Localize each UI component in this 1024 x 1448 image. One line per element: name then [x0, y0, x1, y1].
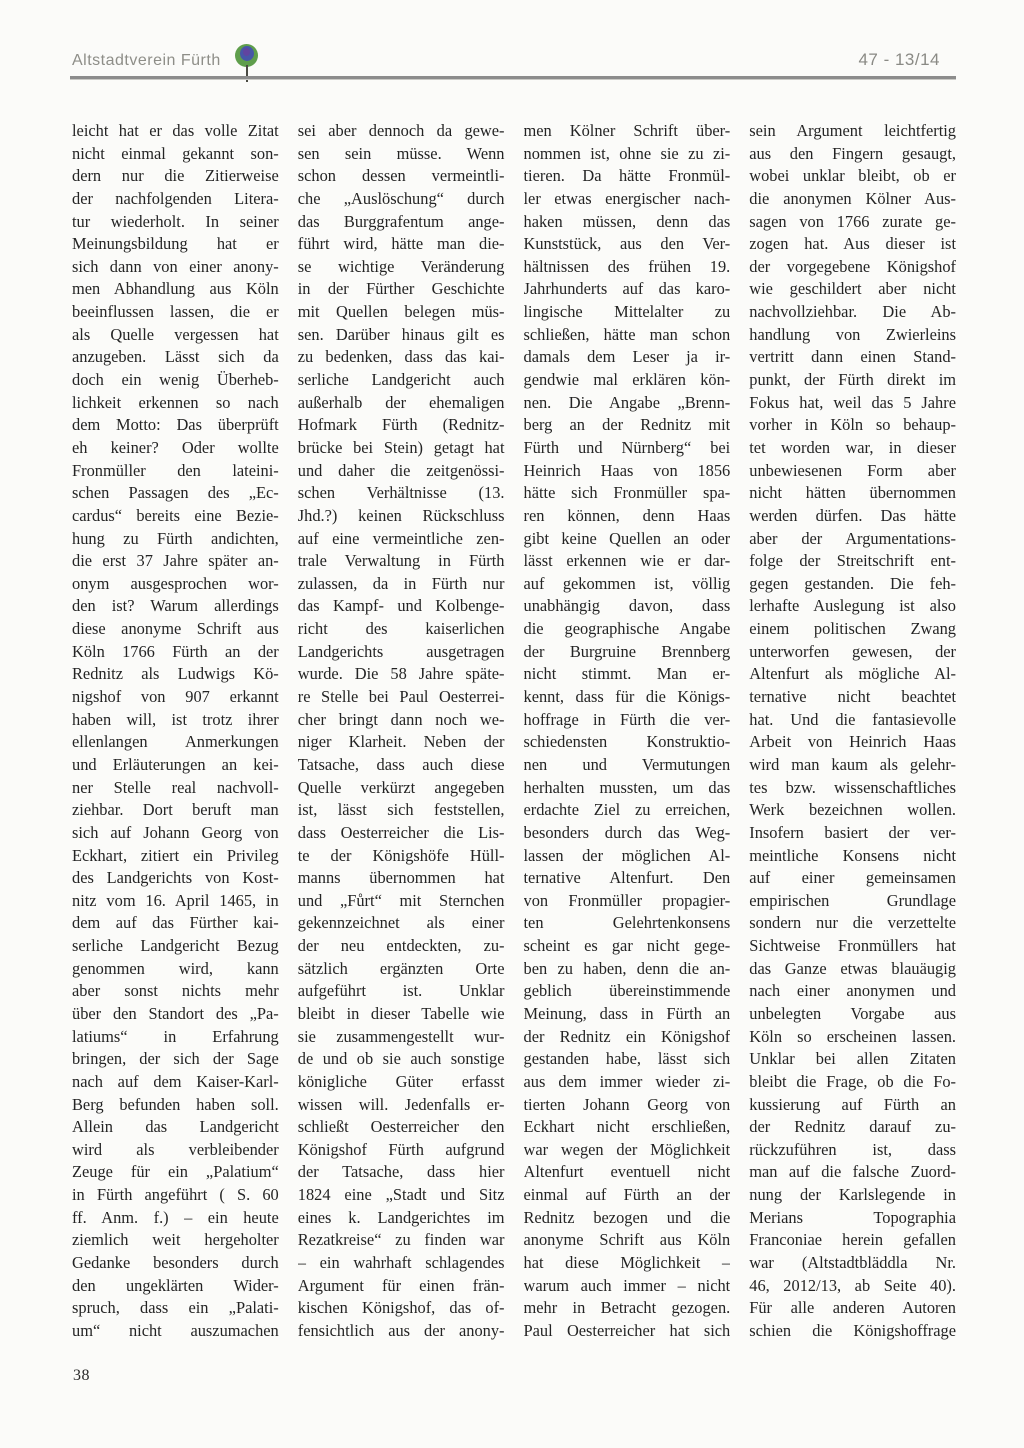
text-line: ternative Altenfurt. Den	[523, 868, 731, 888]
text-line: sondern nur die verzettelte	[749, 913, 956, 933]
page-number: 38	[73, 1367, 90, 1384]
text-line: punkt, der Fürth direkt im	[749, 370, 956, 390]
text-line: der Burgruine Brennberg	[523, 641, 731, 661]
text-line: lassen der möglichen Al-	[523, 845, 731, 865]
text-line: schiedensten Konstruktio-	[523, 732, 731, 752]
text-line: gestanden habe, lässt sich	[523, 1049, 731, 1069]
text-line: lerhafte Auslegung ist also	[749, 596, 956, 616]
text-line: Für alle anderen Autoren	[749, 1298, 956, 1318]
text-line: doch ein wenig Überheb-	[72, 370, 279, 390]
text-line: um“ nicht auszumachen	[72, 1320, 279, 1340]
text-line: ner Stelle real nachvoll-	[72, 777, 279, 797]
text-line: leicht hat er das volle Zitat	[72, 121, 279, 140]
text-line: cardus“ bereits eine Bezie-	[72, 505, 279, 525]
text-line: der Tatsache, dass hier	[297, 1162, 505, 1182]
text-line: die anonymen Kölner Aus-	[749, 188, 956, 208]
text-line: ten Gelehrtenkonsens	[523, 913, 731, 933]
text-line: auf gekommen ist, völlig	[523, 573, 731, 593]
text-line: den ist? Warum allerdings	[72, 596, 279, 616]
text-line: gegen gestanden. Die feh-	[749, 573, 956, 593]
text-line: sie zusammengestellt wur-	[297, 1026, 505, 1046]
text-line: bleibt in dieser Tabelle wie	[297, 1003, 505, 1023]
text-line: geblich übereinstimmende	[523, 981, 731, 1001]
text-line: der Rednitz darauf zu-	[749, 1117, 956, 1137]
text-line: ellenlangen Anmerkungen	[72, 732, 279, 752]
text-line: de und ob sie auch sonstige	[297, 1049, 505, 1069]
text-line: kischen Königshof, das of-	[297, 1298, 505, 1318]
text-line: wissen will. Jedenfalls er-	[297, 1094, 505, 1114]
text-line: der Rednitz ein Königshof	[523, 1026, 731, 1046]
text-line: Köln 1766 Fürth an der	[72, 641, 279, 661]
text-line: hältnissen des frühen 19.	[523, 256, 731, 276]
text-line: diese anonyme Schrift aus	[72, 619, 279, 639]
text-line: besonders durch das Weg-	[523, 822, 731, 842]
text-line: sätzlich ergänzten Orte	[297, 958, 505, 978]
text-line: Jahrhunderts auf das karo-	[523, 279, 731, 299]
text-line: Fokus hat, weil das 5 Jahre	[749, 392, 956, 412]
text-line: mit Quellen belegen müs-	[297, 302, 505, 322]
text-line: men Abhandlung aus Köln	[72, 279, 279, 299]
text-line: dass Oesterreicher die Lis-	[297, 822, 505, 842]
text-line: beeinflussen lassen, die er	[72, 302, 279, 322]
text-line: ren können, denn Haas	[523, 505, 731, 525]
text-line: tet worden war, in dieser	[749, 437, 956, 457]
text-line: ziehbar. Dort beruft man	[72, 800, 279, 820]
text-line: nommen ist, ohne sie zu zi-	[523, 143, 731, 163]
text-line: rückzuführen ist, dass	[749, 1139, 956, 1159]
text-line: eh keiner? Oder wollte	[72, 437, 279, 457]
text-line: außerhalb der ehemaligen	[297, 392, 505, 412]
text-line: haken müssen, denn das	[523, 211, 731, 231]
text-line: Gedanke besonders durch	[72, 1253, 279, 1273]
text-column-4	[749, 120, 956, 1343]
text-line: ff. Anm. f.) – ein heute	[72, 1207, 279, 1227]
text-line: ziemlich weit hergeholter	[72, 1230, 279, 1250]
text-line: und daher die zeitgenössi-	[297, 460, 505, 480]
text-line: hung zu Fürth andichten,	[72, 528, 279, 548]
header-rule	[70, 76, 956, 80]
text-line: Unklar bei allen Zitaten	[749, 1049, 956, 1069]
text-line: Königshof Fürth aufgrund	[297, 1139, 505, 1159]
text-column-1	[72, 120, 279, 1343]
text-line: die erst 37 Jahre später an-	[72, 551, 279, 571]
text-line: sich dann von einer anony-	[72, 256, 279, 276]
text-line: Franconiae herein gefallen	[749, 1230, 956, 1250]
text-line: Arbeit von Heinrich Haas	[749, 732, 956, 752]
text-line: herhalten mussten, um das	[523, 777, 731, 797]
text-line: trale Verwaltung in Fürth	[297, 551, 505, 571]
text-line: nigshof von 907 erkannt	[72, 687, 279, 707]
text-line: zogen hat. Aus dieser ist	[749, 234, 956, 254]
text-line: Hofmark Fürth (Rednitz-	[297, 415, 505, 435]
text-line: Zeuge für ein „Palatium“	[72, 1162, 279, 1182]
text-line: und Erläuterungen an kei-	[72, 754, 279, 774]
text-line: sagen von 1766 zurate ge-	[749, 211, 956, 231]
text-line: nen. Die Angabe „Brenn-	[523, 392, 731, 412]
text-line: scheint es gar nicht gege-	[523, 936, 731, 956]
text-line: Argument für einen frän-	[297, 1275, 505, 1295]
text-line: dem auf das Fürther kai-	[72, 913, 279, 933]
text-line: Merians Topographia	[749, 1207, 956, 1227]
text-line: berg an der Rednitz mit	[523, 415, 731, 435]
text-line: – ein wahrhaft schlagendes	[297, 1253, 505, 1273]
text-line: nicht stimmt. Man er-	[523, 664, 731, 684]
text-line: nicht hätten übernommen	[749, 483, 956, 503]
text-line: nach einer anonymen und	[749, 981, 956, 1001]
text-line: nach auf dem Kaiser-Karl-	[72, 1071, 279, 1091]
text-line: sei aber dennoch da gewe-	[297, 121, 505, 140]
text-line: nitz vom 16. April 1465, in	[72, 890, 279, 910]
text-line: Rezatkreise“ zu finden war	[297, 1230, 505, 1250]
text-line: sich auf Johann Georg von	[72, 822, 279, 842]
text-line: der nachfolgenden Litera-	[72, 188, 279, 208]
text-line: Jhd.?) keinen Rückschluss	[297, 505, 505, 525]
text-line: Köln so erscheinen lassen.	[749, 1026, 956, 1046]
text-line: warum auch immer – nicht	[523, 1275, 731, 1295]
text-line: mehr in Betracht gezogen.	[523, 1298, 731, 1318]
text-line: brücke bei Stein) getagt hat	[297, 437, 505, 457]
text-line: lässt erkennen wie er dar-	[523, 551, 731, 571]
text-line: meintliche Konsens nicht	[749, 845, 956, 865]
text-line: Eckhart, zitiert ein Privileg	[72, 845, 279, 865]
text-line: nachvollziehbar. Die Ab-	[749, 302, 956, 322]
text-line: war wegen der Möglichkeit	[523, 1139, 731, 1159]
text-line: aus den Fingern gesaugt,	[749, 143, 956, 163]
text-line: und „Fůrt“ mit Sternchen	[297, 890, 505, 910]
text-line: kennt, dass für die Königs-	[523, 687, 731, 707]
text-line: Landgerichts ausgetragen	[297, 641, 505, 661]
text-line: damals dem Leser ja ir-	[523, 347, 731, 367]
text-line: re Stelle bei Paul Oesterrei-	[297, 687, 505, 707]
text-line: aber sonst nichts mehr	[72, 981, 279, 1001]
text-line: tur wiederholt. In seiner	[72, 211, 279, 231]
text-line: che „Auslöschung“ durch	[297, 188, 505, 208]
text-line: hat diese Möglichkeit –	[523, 1253, 731, 1273]
text-line: Insofern basiert der ver-	[749, 822, 956, 842]
text-line: anonyme Schrift aus Köln	[523, 1230, 731, 1250]
text-line: unterworfen gewesen, der	[749, 641, 956, 661]
text-line: schließen, hätte man schon	[523, 324, 731, 344]
text-line: das Kampf- und Kolbenge-	[297, 596, 505, 616]
text-line: aufgeführt ist. Unklar	[297, 981, 505, 1001]
text-line: einmal auf Fürth an der	[523, 1185, 731, 1205]
text-line: kussierung auf Fürth an	[749, 1094, 956, 1114]
text-line: aber der Argumentations-	[749, 528, 956, 548]
text-line: den ungeklärten Wider-	[72, 1275, 279, 1295]
text-line: Fronmüller den lateini-	[72, 460, 279, 480]
text-line: das Burggrafentum ange-	[297, 211, 505, 231]
text-line: dern nur die Zitierweise	[72, 166, 279, 186]
text-line: unbewiesenen Form aber	[749, 460, 956, 480]
text-line: se wichtige Veränderung	[297, 256, 505, 276]
text-line: das Ganze etwas blauäugig	[749, 958, 956, 978]
text-line: in der Fürther Geschichte	[297, 279, 505, 299]
text-line: hätte sich Fronmüller spa-	[523, 483, 731, 503]
text-line: Allein das Landgericht	[72, 1117, 279, 1137]
text-line: ben zu haben, denn die an-	[523, 958, 731, 978]
text-line: vorher in Köln so behaup-	[749, 415, 956, 435]
text-line: unbelegten Vorgabe aus	[749, 1003, 956, 1023]
text-line: folge der Streitschrift ent-	[749, 551, 956, 571]
text-line: nung der Karlslegende in	[749, 1185, 956, 1205]
text-line: vertritt dann einen Stand-	[749, 347, 956, 367]
text-line: tes bzw. wissenschaftliches	[749, 777, 956, 797]
text-line: genommen wird, kann	[72, 958, 279, 978]
text-line: 46, 2012/13, ab Seite 40).	[749, 1275, 956, 1295]
text-line: Meinung, dass in Fürth an	[523, 1003, 731, 1023]
text-column-2	[298, 120, 505, 1343]
text-line: die geographische Angabe	[523, 619, 731, 639]
text-line: königliche Güter erfasst	[297, 1071, 505, 1091]
text-line: dem Motto: Das überprüft	[72, 415, 279, 435]
text-line: man auf die falsche Zuord-	[749, 1162, 956, 1182]
text-line: Quelle verkürzt angegeben	[297, 777, 505, 797]
text-line: schon dessen vermeintli-	[297, 166, 505, 186]
text-line: der neu entdeckten, zu-	[297, 936, 505, 956]
logo-core-circle	[243, 48, 250, 56]
text-line: Berg befunden haben soll.	[72, 1094, 279, 1114]
text-line: schen Verhältnisse (13.	[297, 483, 505, 503]
text-line: auf eine vermeintliche zen-	[297, 528, 505, 548]
text-line: hoffrage in Fürth die ver-	[523, 709, 731, 729]
text-line: bringen, der sich der Sage	[72, 1049, 279, 1069]
text-line: zu bedenken, dass das kai-	[297, 347, 505, 367]
text-line: sen sein müsse. Wenn	[297, 143, 505, 163]
text-line: bleibt die Frage, ob die Fo-	[749, 1071, 956, 1091]
text-line: gibt keine Quellen an oder	[523, 528, 731, 548]
text-line: schien die Königshoffrage	[749, 1320, 956, 1340]
text-line: wobei unklar bleibt, ob er	[749, 166, 956, 186]
text-line: zulassen, da in Fürth nur	[297, 573, 505, 593]
text-line: men Kölner Schrift über-	[523, 121, 731, 140]
text-line: 1824 eine „Stadt und Sitz	[297, 1185, 505, 1205]
text-line: Rednitz als Ludwigs Kö-	[72, 664, 279, 684]
text-line: wird man kaum als gelehr-	[749, 754, 956, 774]
text-line: schen Passagen des „Ec-	[72, 483, 279, 503]
text-line: Rednitz bezogen und die	[523, 1207, 731, 1227]
text-line: von Fronmüller propagier-	[523, 890, 731, 910]
text-line: Altenfurt als mögliche Al-	[749, 664, 956, 684]
text-line: serliche Landgericht Bezug	[72, 936, 279, 956]
text-line: auf einer gemeinsamen	[749, 868, 956, 888]
text-line: Heinrich Haas von 1856	[523, 460, 731, 480]
text-line: empirischen Grundlage	[749, 890, 956, 910]
text-line: tierten Johann Georg von	[523, 1094, 731, 1114]
text-line: über den Standort des „Pa-	[72, 1003, 279, 1023]
text-line: cher bringt dann noch we-	[297, 709, 505, 729]
text-line: des Landgerichts von Kost-	[72, 868, 279, 888]
text-line: niger Klarheit. Neben der	[297, 732, 505, 752]
text-line: aus dem immer wieder zi-	[523, 1071, 731, 1091]
article-body	[72, 120, 956, 1343]
text-line: lichkeit erkennen so nach	[72, 392, 279, 412]
text-line: ist, lässt sich feststellen,	[297, 800, 505, 820]
text-line: erdachte Ziel zu erreichen,	[523, 800, 731, 820]
text-line: ler etwas energischer nach-	[523, 188, 731, 208]
text-line: spruch, dass ein „Palati-	[72, 1298, 279, 1318]
text-line: sen. Darüber hinaus gilt es	[297, 324, 505, 344]
text-line: Paul Oesterreicher hat sich	[523, 1320, 731, 1340]
text-line: unabhängig davon, dass	[523, 596, 731, 616]
text-line: handlung von Zwierleins	[749, 324, 956, 344]
text-line: gekennzeichnet als einer	[297, 913, 505, 933]
text-line: anzugeben. Lässt sich da	[72, 347, 279, 367]
text-line: richt des kaiserlichen	[297, 619, 505, 639]
text-line: Meinungsbildung hat er	[72, 234, 279, 254]
text-line: der vorgegebene Königshof	[749, 256, 956, 276]
text-line: nen und Vermutungen	[523, 754, 731, 774]
text-line: schließt Oesterreicher den	[297, 1117, 505, 1137]
text-line: ternative nicht beachtet	[749, 687, 956, 707]
text-line: war (Altstadtbläddla Nr.	[749, 1253, 956, 1273]
text-line: Altenfurt eventuell nicht	[523, 1162, 731, 1182]
text-line: Fürth und Nürnberg“ bei	[523, 437, 731, 457]
text-line: werden dürfen. Das hätte	[749, 505, 956, 525]
text-line: Eckhart nicht erschließen,	[523, 1117, 731, 1137]
header-issue-number: 47 - 13/14	[858, 50, 940, 69]
text-line: lingische Mittelalter zu	[523, 302, 731, 322]
text-line: als Quelle vergessen hat	[72, 324, 279, 344]
text-line: haben will, ist trotz ihrer	[72, 709, 279, 729]
text-line: te der Königshöfe Hüll-	[297, 845, 505, 865]
text-line: hat. Und die fantasievolle	[749, 709, 956, 729]
text-line: gendwie mal erklären kön-	[523, 370, 731, 390]
text-line: wurde. Die 58 Jahre späte-	[297, 664, 505, 684]
text-line: sein Argument leichtfertig	[749, 121, 956, 140]
text-line: fensichtlich aus der anony-	[297, 1320, 505, 1340]
text-line: tieren. Da hätte Fronmül-	[523, 166, 731, 186]
header-brand: Altstadtverein Fürth	[72, 52, 221, 69]
text-line: führt wird, hätte man die-	[297, 234, 505, 254]
text-line: manns übernommen hat	[297, 868, 505, 888]
text-line: latiums“ in Erfahrung	[72, 1026, 279, 1046]
text-line: wird als verbleibender	[72, 1139, 279, 1159]
text-line: wie geschildert aber nicht	[749, 279, 956, 299]
text-line: eines k. Landgerichtes im	[297, 1207, 505, 1227]
text-line: Tatsache, dass auch diese	[297, 754, 505, 774]
text-line: onym ausgesprochen wor-	[72, 573, 279, 593]
text-line: Kunststück, aus den Ver-	[523, 234, 731, 254]
text-line: serliche Landgericht auch	[297, 370, 505, 390]
text-line: einem politischen Zwang	[749, 619, 956, 639]
text-line: Sichtweise Fronmüllers hat	[749, 936, 956, 956]
text-line: in Fürth angeführt ( S. 60	[72, 1185, 279, 1205]
text-column-3	[524, 120, 731, 1343]
text-line: Werk bezeichnen wollen.	[749, 800, 956, 820]
text-line: nicht einmal gekannt son-	[72, 143, 279, 163]
